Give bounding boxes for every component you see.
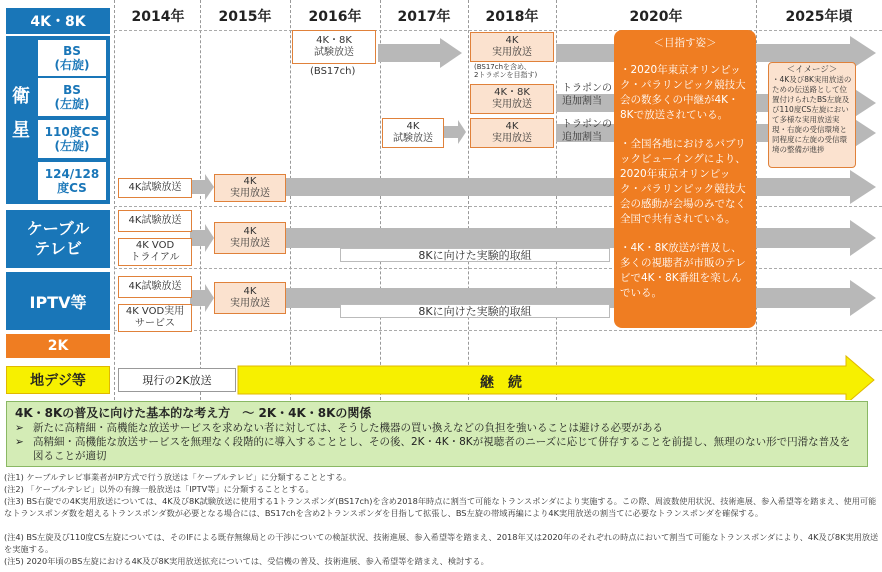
arrow-bs-r-1 (378, 38, 462, 68)
goal-item-1: ・2020年東京オリンピック・パラリンピック競技大会の数多くの中継が4K・8Kで放送されている。 (620, 64, 746, 121)
box-bs-l-2018: 4K・8K 実用放送 (470, 84, 554, 114)
goal-box (614, 30, 756, 328)
goal-title: ＜目指す姿＞ (653, 37, 717, 49)
sub-110cs: 110度CS (左旋) (38, 120, 106, 158)
box-bs-r-2018: 4K 実用放送 (470, 32, 554, 62)
box-cable-2014a: 4K試験放送 (118, 210, 192, 232)
box-cable-8k: 8Kに向けた実験的取組 (340, 248, 610, 262)
box-124-2015: 4K 実用放送 (214, 174, 286, 202)
arrow-cs-1 (444, 120, 466, 144)
goal-item-2: ・全国各地におけるパブリックビューイングにより、2020年東京オリンピック・パラリンピック競技大会の感動が会場のみでなく全国で共有されている。 (620, 138, 746, 225)
box-bs-r-2016: 4K・8K 試験放送 (292, 30, 376, 64)
image-2025-title: ＜イメージ＞ (786, 65, 838, 75)
arrow-cable-1 (190, 224, 214, 252)
note-2: (注2) 「ケーブルテレビ」以外の有線一般放送は「IPTV等」に分類することとする。 (4, 484, 314, 494)
category-4k8k: 4K・8K (6, 8, 110, 34)
year-2025: 2025年頃 (785, 9, 853, 25)
sub-124cs: 124/128 度CS (38, 162, 106, 200)
label-transponder-2: トラポンの 追加割当 (562, 119, 612, 143)
row-cable: ケーブル テレビ (6, 210, 110, 268)
box-iptv-2014a: 4K試験放送 (118, 276, 192, 298)
policy-item-2 (15, 435, 859, 463)
box-iptv-2015: 4K 実用放送 (214, 282, 286, 314)
bullet-icon: ➢ (15, 436, 24, 448)
box-cable-2015: 4K 実用放送 (214, 222, 286, 254)
box-iptv-8k: 8Kに向けた実験的取組 (340, 304, 610, 318)
note-bs-r-2018: (BS17chを含め、 2トラポンを目指す) (474, 63, 538, 79)
goal-item-3: ・4K・8K放送が普及し、多くの視聴者が市販のテレビで4K・8K番組を楽しんでいる。 (620, 242, 746, 299)
note-3: (注3) BS右旋での4K実用放送については、4K及び8K試験放送に使用する1トランスポンダ(BS17ch)を含め2018年時点に割当て可能なトランスポンダにより実施する。この際、周波数使用状況、技術進展、参入希望等を踏まえ、使用可能なトランスポンダ数を超えるトランスポンダ数が必要となる場合には、BS17chを含め2トランスポンダを目指して拡張し、BS左旋の帯域再編により4K実用放送の割当てに必要なトランスポンダを確保する。 (4, 496, 877, 518)
policy-item-1-text: 新たに高精細・高機能な放送サービスを求めない者に対しては、そうした機器の買い換えなどの負担を強いることは避ける必要がある (33, 422, 663, 434)
note-bs17ch: (BS17ch) (310, 66, 356, 77)
arrow-terrestrial (238, 356, 874, 400)
year-2014: 2014年 (131, 9, 185, 25)
box-iptv-2014b: 4K VOD実用 サービス (118, 304, 192, 332)
note-5: (注5) 2020年頃のBS左旋における4K及び8K実用放送拡充については、受信機の普及、技術進展、参入希望等を踏まえ、検討する。 (4, 556, 489, 566)
policy-box (6, 401, 868, 467)
arrow-iptv-1 (190, 284, 214, 312)
image-2025-body: ・4K及び8K実用放送のための伝送路として位置付けられたBS左旋及び110度CS左旋において多様な実用放送実現・右旋の受信環境と同程度に左旋の受信環境の整備が進捗 (772, 75, 852, 154)
year-2017: 2017年 (397, 9, 451, 25)
year-2015: 2015年 (218, 9, 272, 25)
arrow-124-2 (286, 170, 876, 204)
box-124-2014: 4K試験放送 (118, 178, 192, 198)
sub-bs-left: BS (左旋) (38, 78, 106, 116)
year-2016: 2016年 (308, 9, 362, 25)
row-terrestrial: 地デジ等 (6, 366, 110, 394)
box-cs-2017: 4K 試験放送 (382, 118, 444, 148)
policy-item-1 (15, 421, 859, 435)
box-terrestrial-current: 現行の2K放送 (118, 368, 236, 392)
arrow-124-1 (190, 174, 214, 200)
year-2018: 2018年 (485, 9, 539, 25)
policy-title: 4K・8Kの普及に向けた基本的な考え方 ～ 2K・4K・8Kの関係 (15, 406, 372, 420)
policy-item-2-text: 高精細・高機能な放送サービスを無理なく段階的に導入することとし、その後、2K・4K・8Kが視聴者のニーズに応じて併存することを前提し、無理のない形で円滑な普及を図ることが適切 (33, 436, 851, 462)
bullet-icon: ➢ (15, 422, 24, 434)
box-cs-2018: 4K 実用放送 (470, 118, 554, 148)
note-4: (注4) BS左旋及び110度CS左旋については、そのIFによる既存無線局との干渉についての検証状況、技術進展、参入希望等を踏まえ、2018年又は2020年のそれぞれの時点において割当て可能なトランスポンダにより、4K及び8K実用放送を実施する。 (4, 532, 879, 554)
label-transponder-1: トラポンの 追加割当 (562, 83, 612, 107)
sub-bs-right: BS (右旋) (38, 40, 106, 76)
image-2025-box (768, 62, 856, 168)
note-1: (注1) ケーブルテレビ事業者がIP方式で行う放送は「ケーブルテレビ」に分類することとする。 (4, 472, 352, 482)
row-2k: 2K (6, 334, 110, 358)
label-continue: 継 続 (480, 375, 522, 391)
box-cable-2014b: 4K VOD トライアル (118, 238, 192, 266)
row-satellite-label: 衛星 (12, 86, 30, 141)
year-2020: 2020年 (629, 9, 683, 25)
row-iptv: IPTV等 (6, 272, 110, 330)
